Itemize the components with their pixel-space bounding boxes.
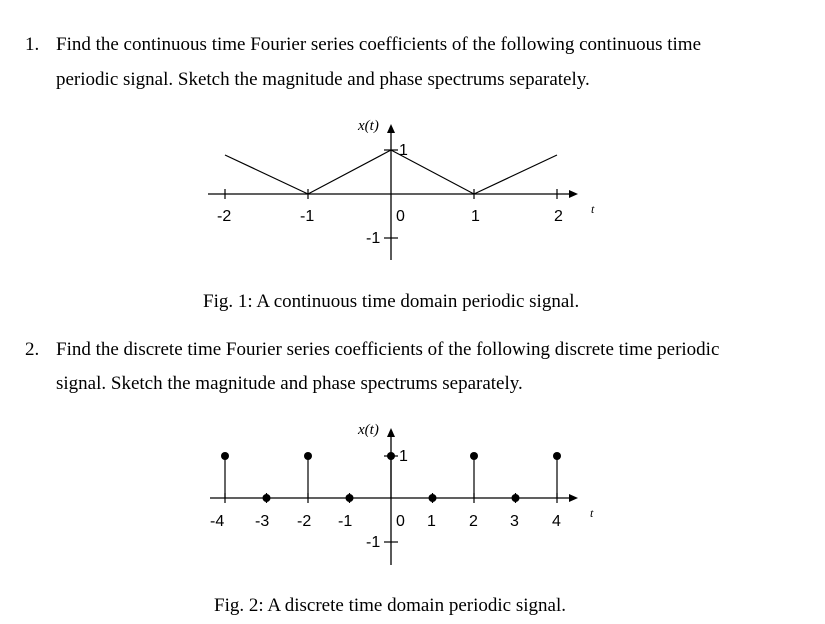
fig1-ytick-bottom: -1: [366, 230, 381, 247]
fig1-xtick-label: 0: [396, 208, 405, 225]
fig2-y-label: x(t): [358, 422, 379, 438]
problem1-number: 1.: [25, 34, 40, 55]
figure2-caption: Fig. 2: A discrete time domain periodic signal.: [214, 595, 566, 616]
fig1-xtick-label: 2: [554, 208, 563, 225]
fig2-xtick-label: -1: [338, 513, 353, 530]
fig2-xtick-label: -3: [255, 513, 270, 530]
fig2-xtick-label: 1: [427, 513, 436, 530]
fig1-x-arrow: [569, 190, 578, 198]
fig2-stem-point: [512, 494, 520, 502]
fig2-ytick-bottom: -1: [366, 534, 381, 551]
fig2-stem-point: [263, 494, 271, 502]
fig1-y-arrow: [387, 124, 395, 133]
fig2-stem-point: [553, 452, 561, 460]
fig2-xtick-label: 2: [469, 513, 478, 530]
fig2-stem-point: [304, 452, 312, 460]
fig1-x-label: t: [591, 202, 595, 216]
fig2-xtick-label: 3: [510, 513, 519, 530]
fig2-xtick-label: -2: [297, 513, 312, 530]
problem2-number: 2.: [25, 339, 40, 360]
problem2-text-line1: Find the discrete time Fourier series coefficients of the following discrete time periodic: [56, 339, 720, 360]
fig1-xtick-label: 1: [471, 208, 480, 225]
figure2-plot: [0, 415, 825, 585]
fig2-ytick-top: 1: [399, 448, 408, 465]
fig2-stem-point: [346, 494, 354, 502]
fig2-x-arrow: [569, 494, 578, 502]
fig2-y-arrow: [387, 428, 395, 437]
problem2-text-line2: signal. Sketch the magnitude and phase spectrums separately.: [56, 373, 523, 394]
figure1-caption: Fig. 1: A continuous time domain periodic signal.: [203, 291, 580, 312]
fig2-xtick-label: 4: [552, 513, 561, 530]
fig2-x-label: t: [590, 506, 594, 520]
fig1-xtick-label: -1: [300, 208, 315, 225]
problem1-text-line1: Find the continuous time Fourier series coefficients of the following continuous time: [56, 34, 702, 55]
figure1-plot: [0, 110, 825, 280]
fig2-xtick-label: 0: [396, 513, 405, 530]
fig2-stem-point: [387, 452, 395, 460]
fig2-stem-point: [470, 452, 478, 460]
fig2-xtick-label: -4: [210, 513, 225, 530]
problem1-text-line2: periodic signal. Sketch the magnitude and phase spectrums separately.: [56, 69, 590, 90]
fig2-stem-point: [429, 494, 437, 502]
fig1-y-label: x(t): [358, 118, 379, 134]
fig2-stem-point: [221, 452, 229, 460]
fig1-ytick-top: 1: [399, 142, 408, 159]
fig2-stems: [221, 452, 561, 503]
fig1-xtick-label: -2: [217, 208, 232, 225]
